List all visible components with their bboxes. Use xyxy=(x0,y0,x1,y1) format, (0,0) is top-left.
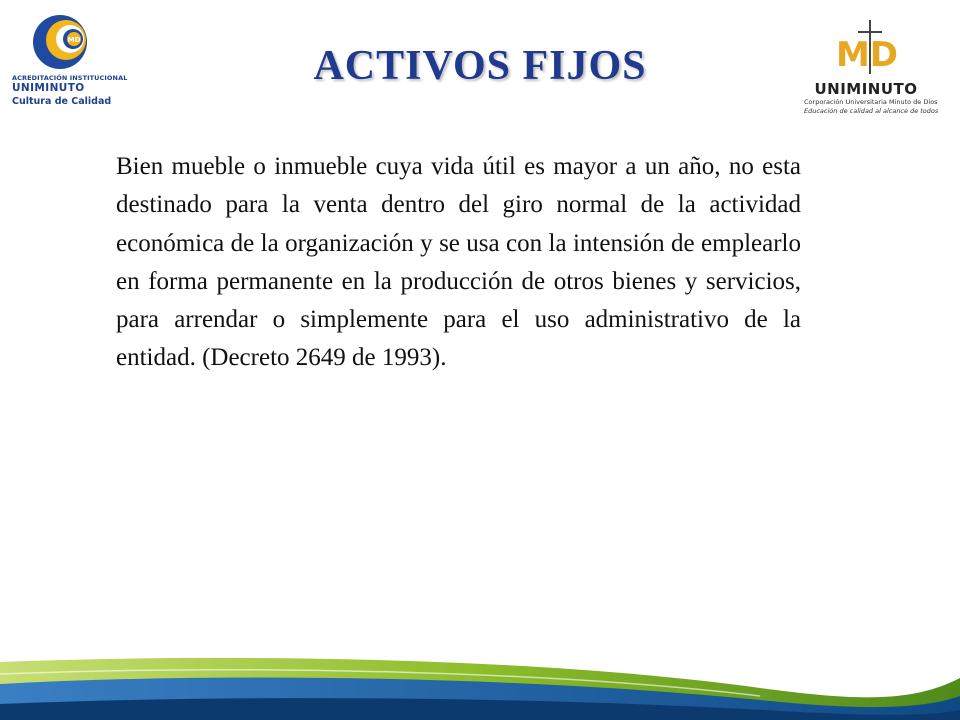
uniminuto-tagline: Educación de calidad al alcance de todos xyxy=(804,107,939,115)
accreditation-slogan: Cultura de Calidad xyxy=(12,96,112,107)
svg-text:MD: MD xyxy=(67,36,81,44)
accreditation-brand: UNIMINUTO xyxy=(12,82,85,94)
uniminuto-logo xyxy=(800,18,940,128)
accreditation-logo xyxy=(8,12,148,112)
uniminuto-subtitle: Corporación Universitaria Minuto de Dios xyxy=(804,98,938,106)
decorative-wave xyxy=(0,600,960,720)
uniminuto-name: UNIMINUTO xyxy=(814,80,918,98)
svg-text:MD: MD xyxy=(835,35,899,75)
definition-paragraph: Bien mueble o inmueble cuya vida útil es mayor a un año, no esta destinado para la venta dentro del giro normal de la actividad económica de la organización y se usa con la intensión de emplearlo en forma permanente en la producción de otros bienes y servicios, para arrendar o simplemente para el uso administrativo de la entidad. (Decreto 2649 de 1993). xyxy=(116,153,801,372)
accreditation-emblem-icon xyxy=(30,12,92,72)
slide-title: ACTIVOS FIJOS xyxy=(313,43,647,89)
md-emblem-icon xyxy=(832,18,902,78)
accreditation-text: ACREDITACIÓN INSTITUCIONAL xyxy=(12,74,128,82)
